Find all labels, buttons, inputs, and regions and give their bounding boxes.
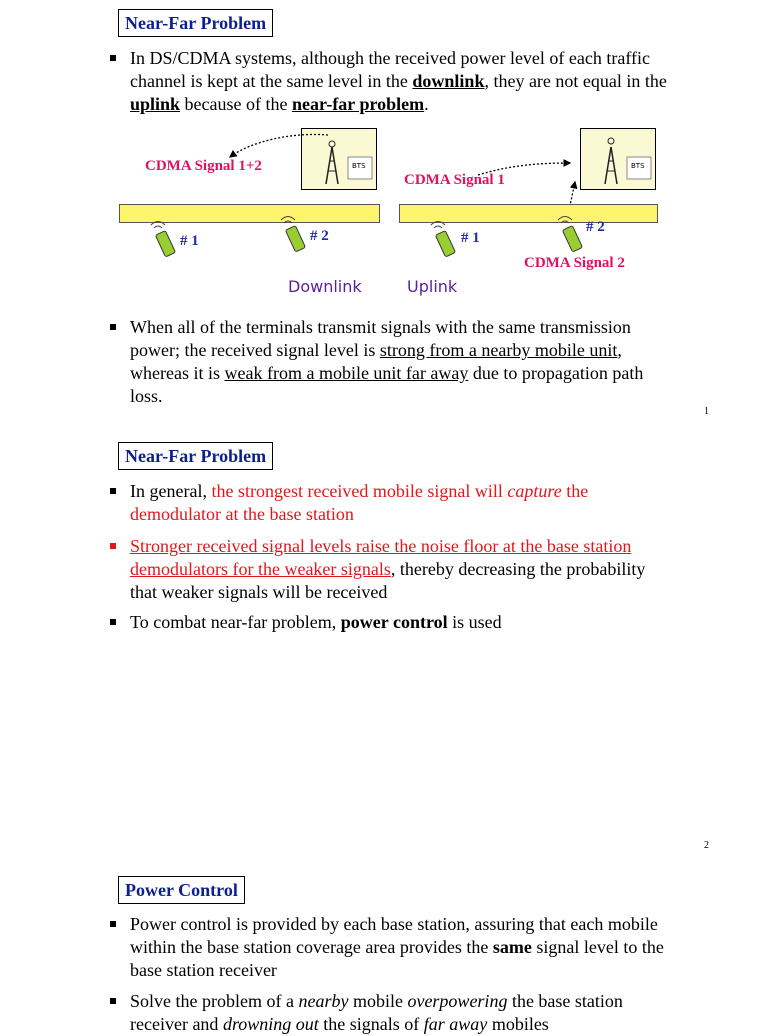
bullet-square-icon [110,543,116,549]
mobile-phone-icon [428,220,462,260]
cdma-signal-1-2-label: CDMA Signal 1+2 [145,158,262,174]
bullet-square-icon [110,921,116,927]
mobile-1-label-down: # 1 [180,233,199,249]
slide3-bullet-2: Solve the problem of a nearby mobile overpowering the base station receiver and drowning out the signals of far away mobiles [110,990,670,1036]
mobile-phone-icon [555,215,589,255]
bullet-square-icon [110,324,116,330]
slide3-title: Power Control [118,876,245,904]
near-far-term: near-far problem [292,94,425,114]
bullet-square-icon [110,488,116,494]
slide3-bullet-1: Power control is provided by each base station, assuring that each mobile within the base station coverage area provides the same signal level to the base station receiver [110,913,670,982]
slide1-title: Near-Far Problem [118,9,273,37]
mobile-2-label-up: # 2 [586,219,605,235]
slide2-title: Near-Far Problem [118,442,273,470]
uplink-label: Uplink [407,277,458,296]
uplink-term: uplink [130,94,181,114]
slide2-bullet-2: Stronger received signal levels raise the noise floor at the base station demodulators for the weaker signals, thereby decreasing the probability that weaker signals will be received [110,535,670,604]
page-number-2: 2 [704,840,709,851]
downlink-label: Downlink [288,277,362,296]
page-number-1: 1 [704,406,709,417]
mobile-1-label-up: # 1 [461,230,480,246]
bullet-square-icon [110,619,116,625]
slide1-bullet-2: When all of the terminals transmit signals with the same transmission power; the received signal level is strong from a nearby mobile unit, whereas it is weak from a mobile unit far away due to propagation path loss. [110,316,670,408]
near-far-diagram [0,120,768,310]
bts-label-left: BTS [352,162,366,170]
mobile-2-label-down: # 2 [310,228,329,244]
cdma-signal-1-label: CDMA Signal 1 [404,172,505,188]
slide1-bullet-1: In DS/CDMA systems, although the received power level of each traffic channel is kept at the same level in the downlink, they are not equal in the uplink because of the near-far problem. [110,47,670,116]
downlink-term: downlink [412,71,485,91]
slide2-bullet-1: In general, the strongest received mobile signal will capture the demodulator at the base station [110,480,670,526]
bullet-square-icon [110,55,116,61]
mobile-phone-icon [278,215,312,255]
bts-label-right: BTS [631,162,645,170]
slide2-bullet-3: To combat near-far problem, power control is used [110,611,670,634]
mobile-phone-icon [148,220,182,260]
bullet-square-icon [110,998,116,1004]
cdma-signal-2-label: CDMA Signal 2 [524,255,625,271]
